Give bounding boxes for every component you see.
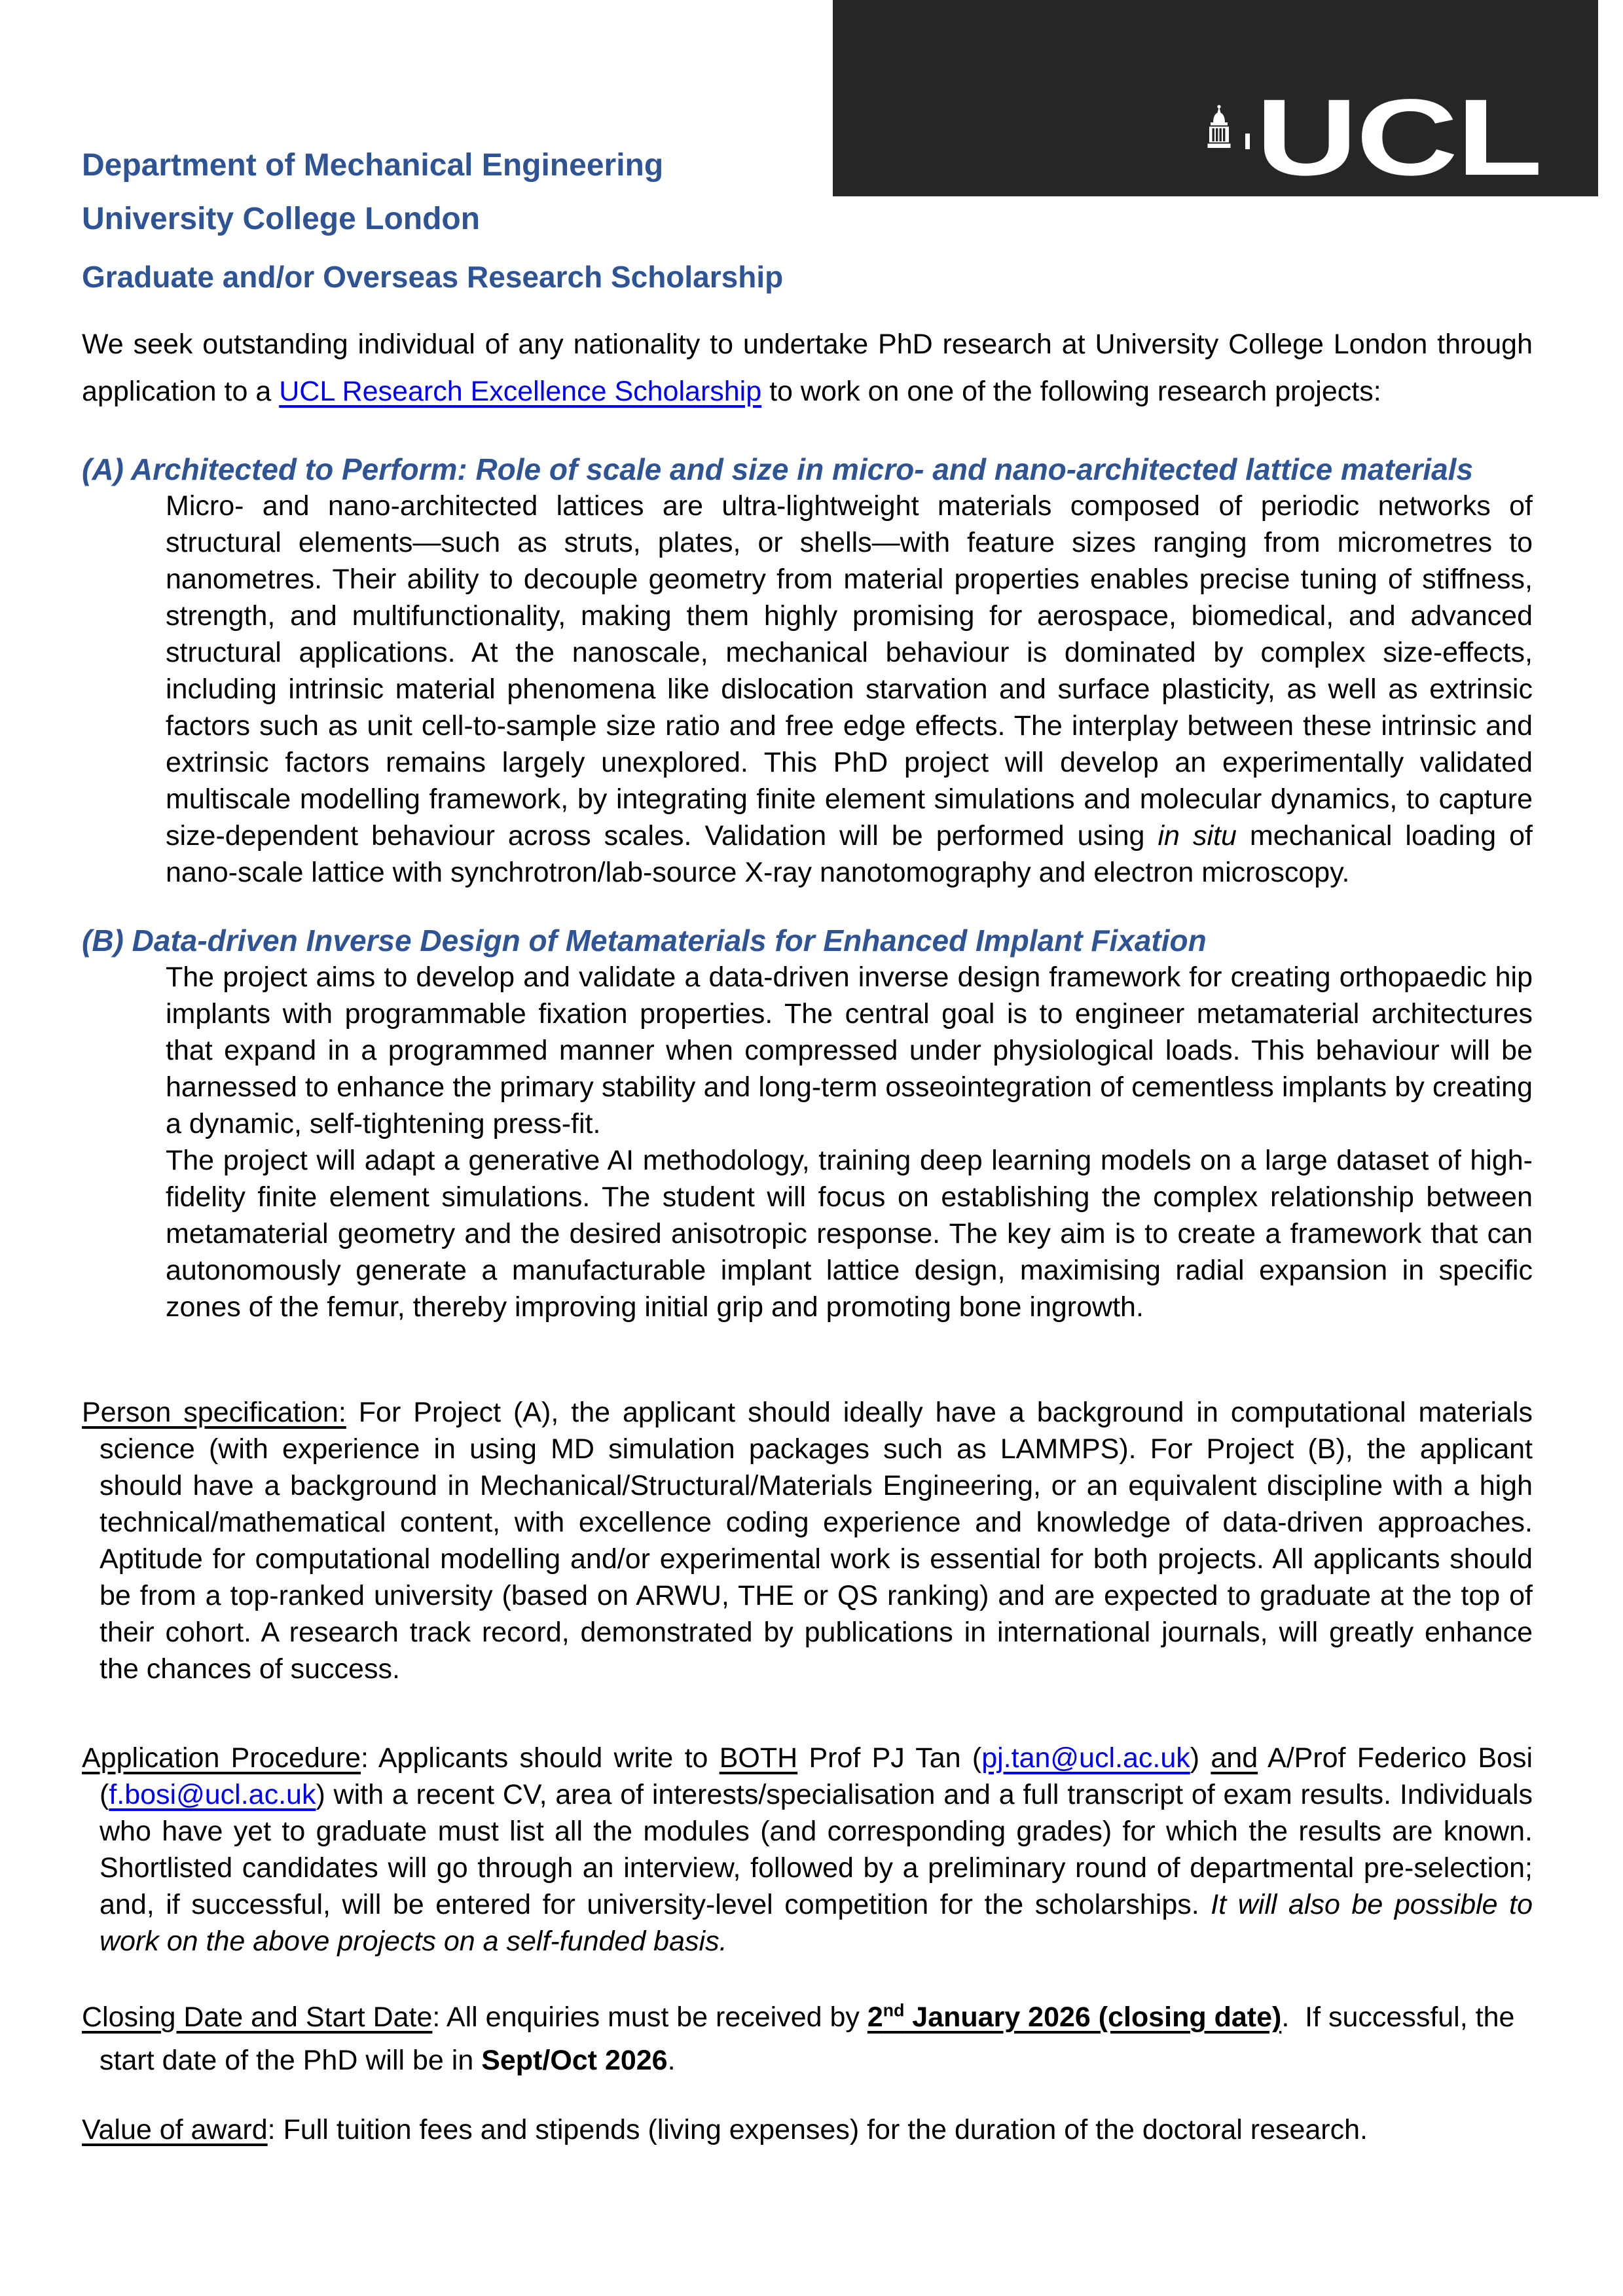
closing-text-3: . [667, 2045, 676, 2076]
scholarship-title: Graduate and/or Overseas Research Scholarship [82, 260, 784, 294]
research-excellence-scholarship-link[interactable]: UCL Research Excellence Scholarship [279, 376, 762, 407]
closing-text-2: . If successful, the start date of the PhD will be in [100, 2001, 1515, 2076]
project-a-text-1: Micro- and nano-architected lattices are ultra-lightweight materials composed of periodic networks of structural elements—such as struts, plates, or shells—with feature sizes ranging from micrometres to nanometres. Their ability to decouple geometry from material properties enables precise tuning of stiffness, strength, and multifunctionality, making them highly promising for aerospace, biomedical, and advanced structural applications. At the nanoscale, mechanical behaviour is dominated by complex size-effects, including intrinsic material phenomena like dislocation starvation and surface plasticity, as well as extrinsic factors such as unit cell-to-sample size ratio and free edge effects. The interplay between these intrinsic and extrinsic factors remains largely unexplored. This PhD project will develop an experimentally validated multiscale modelling framework, by integrating finite element simulations and molecular dynamics, to capture size-dependent behaviour across scales. Validation will be performed using [166, 490, 1533, 852]
closing-date-label: Closing Date and Start Date [82, 2001, 433, 2033]
department-title-line-1: Department of Mechanical Engineering [82, 148, 664, 183]
application-text-1: : Applicants should write to [361, 1742, 720, 1774]
person-specification-paragraph [82, 1394, 1533, 1687]
person-specification-text: For Project (A), the applicant should ideally have a background in computational materials science (with experience in using MD simulation packages such as LAMMPS). For Project (B), the applicant should have a background in Mechanical/Structural/Materials Engineering, or an equivalent discipline with a high technical/mathematical content, with excellence coding experience and knowledge of data-driven approaches. Aptitude for computational modelling and/or experimental work is essential for both projects. All applicants should be from a top-ranked university (based on ARWU, THE or QS ranking) and are expected to graduate at the top of their cohort. A research track record, demonstrated by publications in international journals, will greatly enhance the chances of success. [100, 1397, 1533, 1685]
closing-date-value [867, 2001, 1281, 2033]
department-title-line-2: University College London [82, 202, 481, 236]
project-a-heading: (A) Architected to Perform: Role of scale and size in micro- and nano-architected lattice materials [82, 452, 1474, 486]
both-emphasis: BOTH [719, 1742, 798, 1774]
application-text-2: Prof PJ Tan ( [797, 1742, 982, 1774]
application-text-4: A/Prof Federico Bosi ( [100, 1742, 1533, 1810]
and-emphasis: and [1211, 1742, 1258, 1774]
project-b-paragraph-1: The project aims to develop and validate a data-driven inverse design framework for creating orthopaedic hip implants with programmable fixation properties. The central goal is to engineer metamaterial architectures that expand in a programmed manner when compressed under physiological loads. This behaviour will be harnessed to enhance the primary stability and long-term osseointegration of cementless implants by creating a dynamic, self-tightening press-fit. [166, 961, 1533, 1139]
ucl-logo-text: UCL [1256, 77, 1541, 196]
value-of-award-paragraph [82, 2111, 1533, 2148]
closing-date-rest: January 2026 (closing date) [904, 2001, 1282, 2033]
self-funded-note-italic: It will also be possible to work on the above projects on a self-funded basis. [100, 1889, 1533, 1957]
value-of-award-text: : Full tuition fees and stipends (living expenses) for the duration of the doctoral research. [267, 2114, 1368, 2145]
person-specification-label: Person specification: [82, 1397, 346, 1428]
project-a-text-2: mechanical loading of nano-scale lattice with synchrotron/lab-source X-ray nanotomography and electron microscopy. [166, 820, 1533, 888]
project-a-in-situ-italic: in situ [1158, 820, 1237, 852]
intro-paragraph [82, 321, 1533, 415]
application-text-5: ) with a recent CV, area of interests/specialisation and a full transcript of exam results. Individuals who have yet to graduate must list all the modules (and corresponding grades) for which the results are known. Shortlisted candidates will go through an interview, followed by a preliminary round of departmental pre-selection; and, if successful, will be entered for university-level competition for the scholarships. [100, 1779, 1533, 1920]
closing-date-day: 2 [867, 2001, 883, 2033]
value-of-award-label: Value of award [82, 2114, 268, 2145]
project-b-paragraph-2: The project will adapt a generative AI methodology, training deep learning models on a large dataset of high-fidelity finite element simulations. The student will focus on establishing the complex relationship between metamaterial geometry and the desired anisotropic response. The key aim is to create a framework that can autonomously generate a manufacturable implant lattice design, maximising radial expansion in specific zones of the femur, thereby improving initial grip and promoting bone ingrowth. [166, 1145, 1533, 1323]
closing-date-ordinal: nd [883, 2000, 905, 2020]
application-procedure-paragraph [82, 1740, 1533, 1960]
intro-text-after-link: to work on one of the following research projects: [761, 376, 1381, 407]
application-procedure-label: Application Procedure [82, 1742, 361, 1774]
closing-text-1: : All enquiries must be received by [432, 2001, 867, 2033]
application-text-3: ) [1190, 1742, 1211, 1774]
pj-tan-email-link[interactable]: pj.tan@ucl.ac.uk [981, 1742, 1190, 1774]
closing-date-paragraph [82, 1996, 1533, 2082]
project-b-heading: (B) Data-driven Inverse Design of Metamaterials for Enhanced Implant Fixation [82, 924, 1207, 958]
intro-text-before-link: We seek outstanding individual of any nationality to undertake PhD research at University College London through application to a [82, 329, 1533, 407]
f-bosi-email-link[interactable]: f.bosi@ucl.ac.uk [109, 1779, 316, 1810]
project-a-description [166, 488, 1533, 891]
start-date-value: Sept/Oct 2026 [481, 2045, 668, 2076]
